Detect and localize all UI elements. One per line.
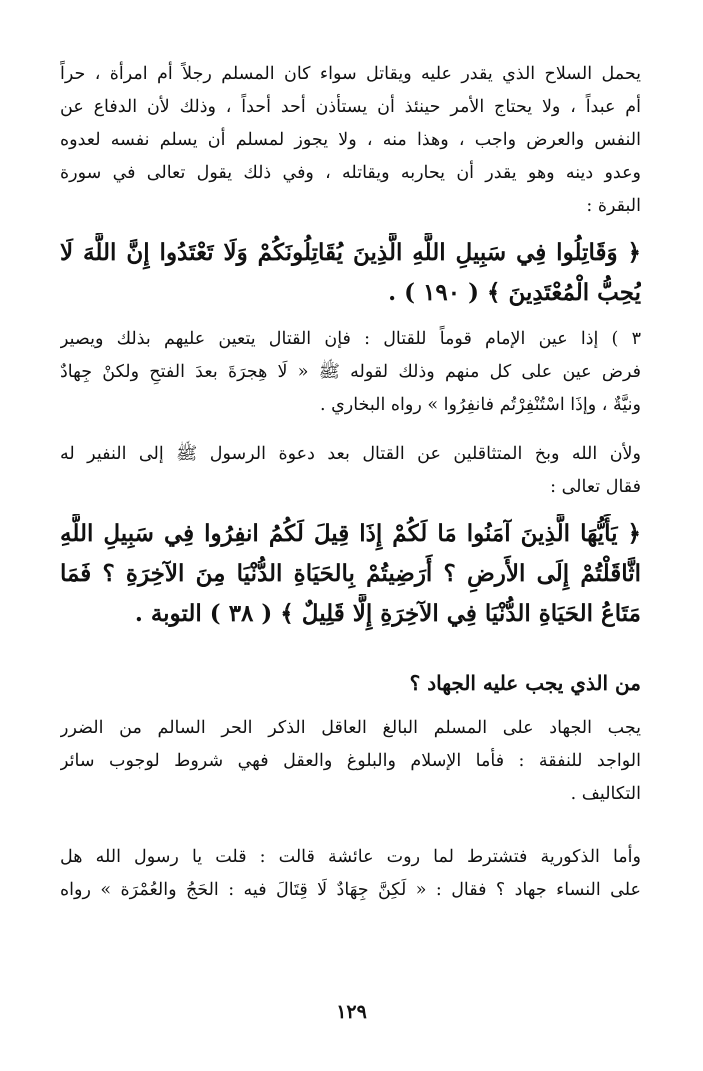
paragraph-4	[60, 712, 641, 811]
verse-line: ﴿ يَأَيُّهَا الَّذِينَ آمَنُوا مَا لَكُمْ إِذَا قِيلَ لَكُمُ انفِرُوا فِي سَبِيلِ اللَّهِ	[60, 520, 641, 547]
section-heading: من الذي يجب عليه الجهاد ؟	[409, 671, 641, 695]
text-line: وأما الذكورية فتشترط لما روت عائشة قالت : قلت يا رسول الله هل	[60, 847, 641, 867]
text-line: البقرة :	[586, 196, 641, 216]
text-line: وعدو دينه وهو يقدر أن يحاربه ويقاتله ، وفي ذلك يقول تعالى في سورة	[60, 163, 641, 183]
verse-line: اثَّاقَلْتُمْ إِلَى الأَرضِ ؟ أَرَضِيتُمْ بِالحَيَاةِ الدُّنْيَا مِنَ الآخِرَةِ ؟ فَمَا	[60, 560, 641, 587]
text-line: ونيَّةٌ ، وإذَا اسْتُنْفِرْتُم فانفِرُوا » رواه البخاري .	[319, 395, 641, 415]
text-line: أم عبداً ، ولا يحتاج الأمر حينئذ أن يستأذن أحد أحداً ، وذلك لأن الدفاع عن	[60, 97, 641, 117]
paragraph-1	[60, 58, 641, 223]
text-line: التكاليف .	[570, 784, 641, 804]
text-line: فرض عين على كل منهم وذلك لقوله ﷺ « لَا هِجرَةَ بعدَ الفتحِ ولكنْ جِهادٌ	[60, 362, 641, 382]
paragraph-3	[60, 438, 641, 504]
quran-verse-1	[60, 233, 641, 313]
paragraph-5	[60, 841, 641, 907]
paragraph-2	[60, 323, 641, 422]
page-number: ١٢٩	[336, 1001, 367, 1023]
text-line: فقال تعالى :	[550, 477, 641, 497]
text-line: يجب الجهاد على المسلم البالغ العاقل الذكر الحر السالم من الضرر	[60, 718, 641, 738]
text-line: النفس والعرض واجب ، وهذا منه ، ولا يجوز لمسلم أن يسلم نفسه لعدوه	[60, 130, 641, 150]
verse-line: ﴿ وَقَاتِلُوا فِي سَبِيلِ اللَّهِ الَّذِينَ يُقَاتِلُونَكُمْ وَلَا تَعْتَدُوا إِنَّ اللَّهَ لَا	[60, 239, 641, 266]
verse-line: يُحِبُّ الْمُعْتَدِينَ ﴾ ( ١٩٠ ) .	[388, 279, 641, 306]
text-line: الواجد للنفقة : فأما الإسلام والبلوغ والعقل فهي شروط لوجوب سائر	[60, 751, 641, 771]
verse-line: مَتَاعُ الحَيَاةِ الدُّنْيَا فِي الآخِرَةِ إِلَّا قَلِيلٌ ﴾ ( ٣٨ ) التوبة .	[134, 600, 641, 627]
text-line: يحمل السلاح الذي يقدر عليه ويقاتل سواء كان المسلم رجلاً أم امرأة ، حراً	[60, 64, 641, 84]
text-line: ولأن الله وبخ المتثاقلين عن القتال بعد دعوة الرسول ﷺ إلى النفير له	[60, 444, 641, 464]
text-line: على النساء جهاد ؟ فقال : « لَكِنَّ جِهَادٌ لَا قِتَالَ فيه : الحَجُ والعُمْرَة » رواه	[60, 880, 641, 900]
text-line: ٣ ) إذا عين الإمام قوماً للقتال : فإن القتال يتعين عليهم بذلك ويصير	[60, 329, 641, 349]
quran-verse-2	[60, 514, 641, 634]
